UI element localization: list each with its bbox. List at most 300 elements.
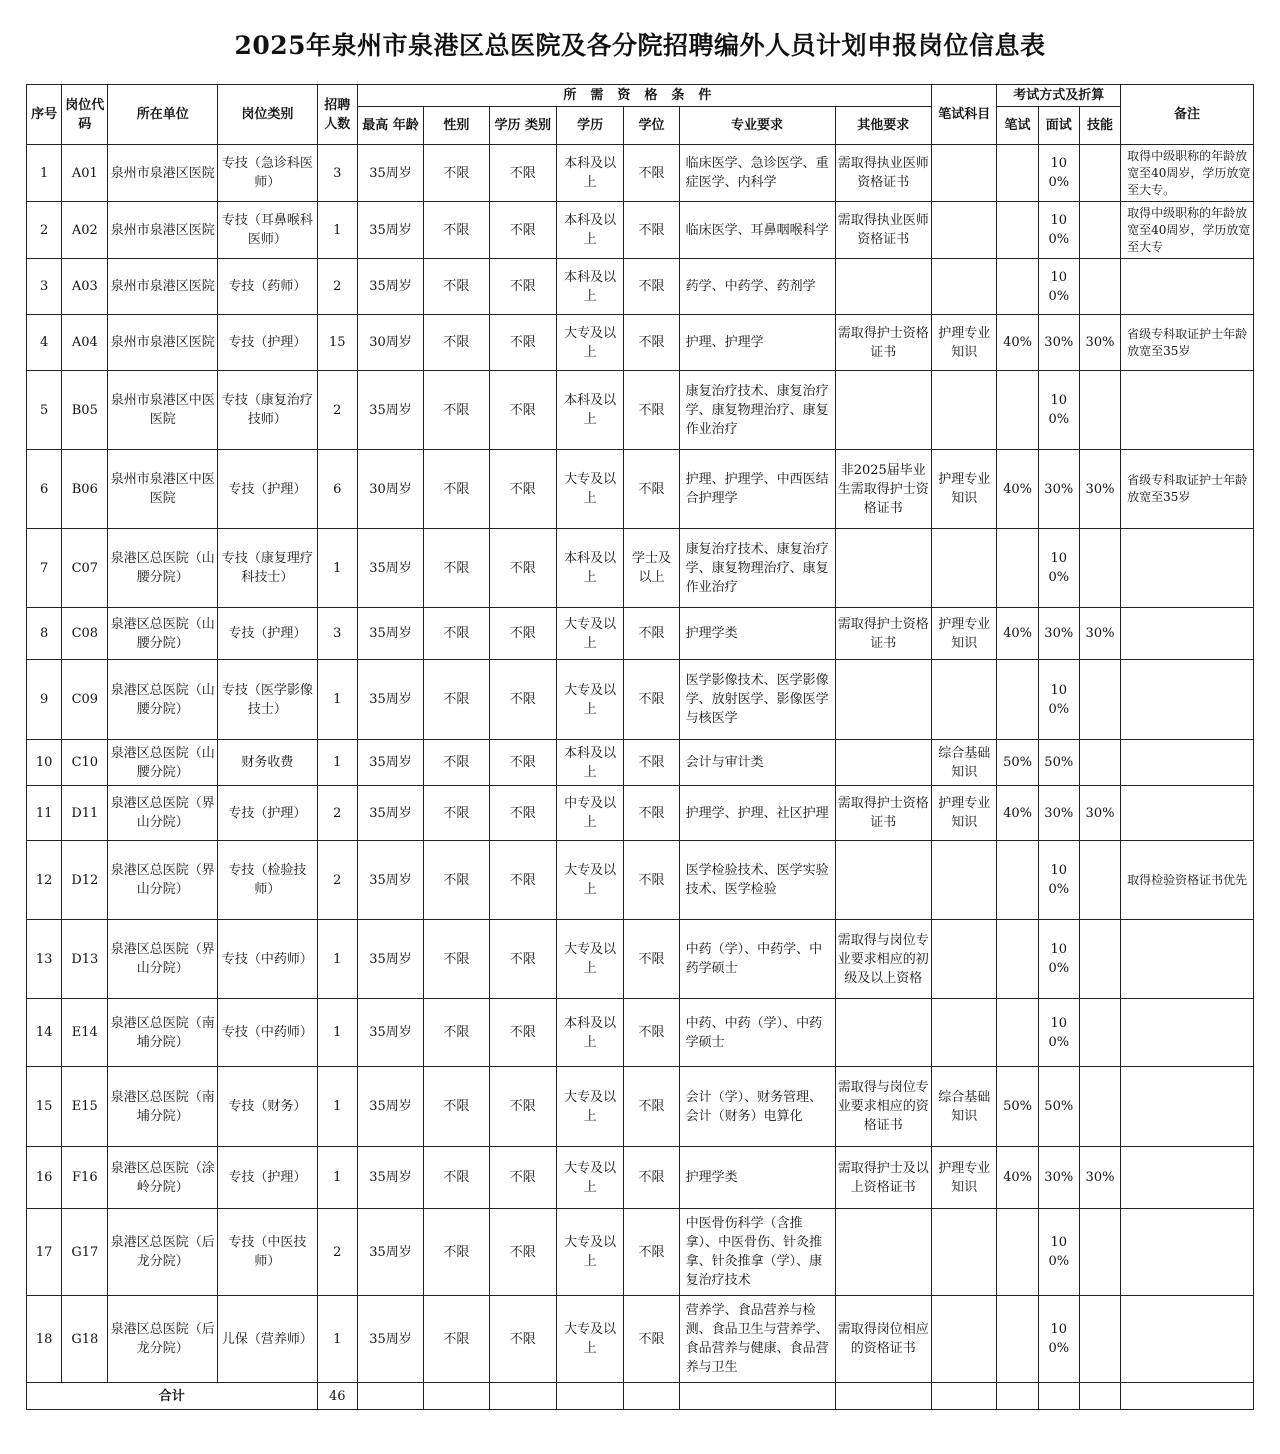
row-degree: 不限 xyxy=(624,920,679,999)
header-degree: 学位 xyxy=(624,107,679,145)
row-major: 护理学类 xyxy=(679,1147,835,1209)
table-row xyxy=(27,371,1254,450)
row-category: 专技（护理） xyxy=(218,315,318,371)
header-subject: 笔试科目 xyxy=(932,85,997,145)
row-skill-weight: 30% xyxy=(1079,1147,1120,1209)
row-other-requirement: 需取得护士资格证书 xyxy=(835,315,932,371)
row-gender: 不限 xyxy=(424,786,489,841)
table-row xyxy=(27,145,1254,202)
table-row xyxy=(27,740,1254,786)
row-major: 康复治疗技术、康复治疗学、康复物理治疗、康复作业治疗 xyxy=(679,529,835,608)
row-written-weight xyxy=(997,841,1038,920)
row-age: 35周岁 xyxy=(357,999,423,1067)
row-edu-type: 不限 xyxy=(489,259,556,315)
row-edu: 本科及以上 xyxy=(556,202,623,259)
row-seq: 18 xyxy=(27,1296,62,1383)
row-remark xyxy=(1121,529,1254,608)
row-major: 护理学类 xyxy=(679,608,835,660)
header-qualification-group: 所需资格条件 xyxy=(357,85,931,107)
row-edu-type: 不限 xyxy=(489,315,556,371)
row-seq: 9 xyxy=(27,660,62,740)
row-count: 2 xyxy=(317,371,357,450)
row-seq: 8 xyxy=(27,608,62,660)
row-exam-subject: 综合基础知识 xyxy=(932,1067,997,1147)
row-unit: 泉港区总医院（界山分院） xyxy=(108,920,218,999)
row-edu-type: 不限 xyxy=(489,608,556,660)
row-interview-weight: 100% xyxy=(1038,920,1079,999)
row-category: 专技（医学影像技士） xyxy=(218,660,318,740)
table-row xyxy=(27,450,1254,529)
row-degree: 不限 xyxy=(624,660,679,740)
row-degree: 不限 xyxy=(624,202,679,259)
row-skill-weight xyxy=(1079,145,1120,202)
row-count: 2 xyxy=(317,259,357,315)
row-count: 2 xyxy=(317,1209,357,1296)
row-seq: 5 xyxy=(27,371,62,450)
row-age: 35周岁 xyxy=(357,1067,423,1147)
row-remark xyxy=(1121,740,1254,786)
header-edu-type: 学历 类别 xyxy=(489,107,556,145)
row-edu-type: 不限 xyxy=(489,145,556,202)
row-edu-type: 不限 xyxy=(489,529,556,608)
row-age: 35周岁 xyxy=(357,371,423,450)
row-unit: 泉州市泉港区医院 xyxy=(108,145,218,202)
row-other-requirement: 需取得执业医师资格证书 xyxy=(835,202,932,259)
row-skill-weight: 30% xyxy=(1079,315,1120,371)
row-unit: 泉港区总医院（界山分院） xyxy=(108,786,218,841)
header-other: 其他要求 xyxy=(835,107,932,145)
row-edu: 本科及以上 xyxy=(556,740,623,786)
row-degree: 不限 xyxy=(624,740,679,786)
row-code: E14 xyxy=(62,999,108,1067)
row-remark: 取得检验资格证书优先 xyxy=(1121,841,1254,920)
row-written-weight: 40% xyxy=(997,608,1038,660)
row-degree: 不限 xyxy=(624,1296,679,1383)
row-gender: 不限 xyxy=(424,1147,489,1209)
row-code: G18 xyxy=(62,1296,108,1383)
row-age: 30周岁 xyxy=(357,450,423,529)
row-gender: 不限 xyxy=(424,920,489,999)
row-exam-subject xyxy=(932,145,997,202)
row-category: 专技（耳鼻喉科医师） xyxy=(218,202,318,259)
row-count: 3 xyxy=(317,608,357,660)
row-other-requirement: 需取得与岗位专业要求相应的资格证书 xyxy=(835,1067,932,1147)
header-category: 岗位类别 xyxy=(218,85,318,145)
row-other-requirement: 需取得执业医师资格证书 xyxy=(835,145,932,202)
row-edu: 大专及以上 xyxy=(556,1209,623,1296)
row-code: D11 xyxy=(62,786,108,841)
row-edu: 本科及以上 xyxy=(556,145,623,202)
row-written-weight: 40% xyxy=(997,786,1038,841)
row-skill-weight xyxy=(1079,371,1120,450)
row-age: 35周岁 xyxy=(357,920,423,999)
row-gender: 不限 xyxy=(424,259,489,315)
row-interview-weight: 30% xyxy=(1038,608,1079,660)
row-skill-weight xyxy=(1079,259,1120,315)
header-code: 岗位代码 xyxy=(62,85,108,145)
table-row xyxy=(27,999,1254,1067)
row-other-requirement: 需取得护士及以上资格证书 xyxy=(835,1147,932,1209)
row-written-weight: 40% xyxy=(997,315,1038,371)
row-written-weight: 40% xyxy=(997,450,1038,529)
row-major: 护理学、护理、社区护理 xyxy=(679,786,835,841)
row-gender: 不限 xyxy=(424,660,489,740)
row-category: 专技（药师） xyxy=(218,259,318,315)
row-code: D12 xyxy=(62,841,108,920)
row-gender: 不限 xyxy=(424,1067,489,1147)
row-code: G17 xyxy=(62,1209,108,1296)
row-seq: 7 xyxy=(27,529,62,608)
row-other-requirement: 需取得护士资格证书 xyxy=(835,608,932,660)
row-exam-subject xyxy=(932,660,997,740)
row-major: 医学检验技术、医学实验技术、医学检验 xyxy=(679,841,835,920)
row-gender: 不限 xyxy=(424,608,489,660)
row-degree: 不限 xyxy=(624,841,679,920)
row-count: 2 xyxy=(317,786,357,841)
header-major: 专业要求 xyxy=(679,107,835,145)
row-category: 专技（中医技师） xyxy=(218,1209,318,1296)
row-edu: 大专及以上 xyxy=(556,920,623,999)
row-unit: 泉州市泉港区医院 xyxy=(108,202,218,259)
row-seq: 15 xyxy=(27,1067,62,1147)
row-remark xyxy=(1121,259,1254,315)
header-seq: 序号 xyxy=(27,85,62,145)
table-row xyxy=(27,1296,1254,1383)
row-other-requirement xyxy=(835,1209,932,1296)
row-seq: 17 xyxy=(27,1209,62,1296)
row-edu-type: 不限 xyxy=(489,1147,556,1209)
row-remark xyxy=(1121,1147,1254,1209)
row-code: A03 xyxy=(62,259,108,315)
row-count: 6 xyxy=(317,450,357,529)
row-skill-weight: 30% xyxy=(1079,786,1120,841)
row-degree: 不限 xyxy=(624,145,679,202)
row-other-requirement xyxy=(835,660,932,740)
row-edu: 大专及以上 xyxy=(556,1147,623,1209)
row-remark xyxy=(1121,660,1254,740)
row-count: 1 xyxy=(317,660,357,740)
row-unit: 泉港区总医院（界山分院） xyxy=(108,841,218,920)
row-gender: 不限 xyxy=(424,740,489,786)
row-age: 35周岁 xyxy=(357,740,423,786)
row-count: 1 xyxy=(317,202,357,259)
table-row xyxy=(27,920,1254,999)
header-written: 笔试 xyxy=(997,107,1038,145)
row-seq: 4 xyxy=(27,315,62,371)
row-interview-weight: 100% xyxy=(1038,202,1079,259)
total-label: 合计 xyxy=(27,1383,318,1410)
table-row xyxy=(27,660,1254,740)
row-age: 35周岁 xyxy=(357,529,423,608)
row-degree: 不限 xyxy=(624,371,679,450)
table-row xyxy=(27,529,1254,608)
row-seq: 1 xyxy=(27,145,62,202)
row-exam-subject xyxy=(932,202,997,259)
row-category: 财务收费 xyxy=(218,740,318,786)
row-written-weight xyxy=(997,371,1038,450)
row-category: 专技（财务） xyxy=(218,1067,318,1147)
row-other-requirement: 需取得岗位相应的资格证书 xyxy=(835,1296,932,1383)
row-major: 康复治疗技术、康复治疗学、康复物理治疗、康复作业治疗 xyxy=(679,371,835,450)
row-other-requirement xyxy=(835,529,932,608)
row-degree: 不限 xyxy=(624,450,679,529)
page-title: 2025年泉州市泉港区总医院及各分院招聘编外人员计划申报岗位信息表 xyxy=(234,31,1046,60)
row-edu: 大专及以上 xyxy=(556,1067,623,1147)
row-exam-subject xyxy=(932,259,997,315)
row-skill-weight xyxy=(1079,660,1120,740)
row-edu-type: 不限 xyxy=(489,920,556,999)
row-degree: 不限 xyxy=(624,1067,679,1147)
row-exam-subject xyxy=(932,1209,997,1296)
row-degree: 不限 xyxy=(624,999,679,1067)
row-unit: 泉港区总医院（后龙分院） xyxy=(108,1296,218,1383)
row-count: 1 xyxy=(317,999,357,1067)
row-edu-type: 不限 xyxy=(489,1296,556,1383)
row-degree: 不限 xyxy=(624,259,679,315)
row-major: 中医骨伤科学（含推拿）、中医骨伤、针灸推拿、针灸推拿（学）、康复治疗技术 xyxy=(679,1209,835,1296)
row-written-weight xyxy=(997,1209,1038,1296)
row-count: 2 xyxy=(317,841,357,920)
row-category: 专技（检验技师） xyxy=(218,841,318,920)
row-edu-type: 不限 xyxy=(489,1209,556,1296)
row-remark: 省级专科取证护士年龄放宽至35岁 xyxy=(1121,450,1254,529)
row-exam-subject xyxy=(932,999,997,1067)
row-seq: 2 xyxy=(27,202,62,259)
row-skill-weight xyxy=(1079,1296,1120,1383)
row-age: 35周岁 xyxy=(357,259,423,315)
row-seq: 6 xyxy=(27,450,62,529)
row-major: 临床医学、耳鼻咽喉科学 xyxy=(679,202,835,259)
row-code: C07 xyxy=(62,529,108,608)
row-exam-subject xyxy=(932,841,997,920)
row-seq: 10 xyxy=(27,740,62,786)
row-other-requirement: 非2025届毕业生需取得护士资格证书 xyxy=(835,450,932,529)
table-row xyxy=(27,786,1254,841)
row-seq: 16 xyxy=(27,1147,62,1209)
row-interview-weight: 100% xyxy=(1038,660,1079,740)
row-seq: 11 xyxy=(27,786,62,841)
row-interview-weight: 100% xyxy=(1038,259,1079,315)
table-row xyxy=(27,315,1254,371)
row-gender: 不限 xyxy=(424,145,489,202)
row-unit: 泉港区总医院（后龙分院） xyxy=(108,1209,218,1296)
row-category: 专技（护理） xyxy=(218,786,318,841)
row-interview-weight: 100% xyxy=(1038,999,1079,1067)
row-skill-weight xyxy=(1079,740,1120,786)
row-unit: 泉州市泉港区医院 xyxy=(108,315,218,371)
row-category: 专技（急诊科医师） xyxy=(218,145,318,202)
row-edu: 本科及以上 xyxy=(556,999,623,1067)
row-edu-type: 不限 xyxy=(489,450,556,529)
row-remark xyxy=(1121,608,1254,660)
row-category: 专技（中药师） xyxy=(218,920,318,999)
row-other-requirement: 需取得与岗位专业要求相应的初级及以上资格 xyxy=(835,920,932,999)
row-unit: 泉港区总医院（山腰分院） xyxy=(108,529,218,608)
row-age: 30周岁 xyxy=(357,315,423,371)
row-category: 儿保（营养师） xyxy=(218,1296,318,1383)
table-row xyxy=(27,608,1254,660)
row-gender: 不限 xyxy=(424,529,489,608)
row-edu: 本科及以上 xyxy=(556,371,623,450)
row-written-weight xyxy=(997,999,1038,1067)
row-code: C08 xyxy=(62,608,108,660)
row-interview-weight: 30% xyxy=(1038,786,1079,841)
row-degree: 不限 xyxy=(624,1209,679,1296)
row-major: 营养学、食品营养与检测、食品卫生与营养学、食品营养与健康、食品营养与卫生 xyxy=(679,1296,835,1383)
row-edu-type: 不限 xyxy=(489,841,556,920)
row-other-requirement: 需取得护士资格证书 xyxy=(835,786,932,841)
row-gender: 不限 xyxy=(424,1296,489,1383)
row-edu-type: 不限 xyxy=(489,660,556,740)
row-written-weight xyxy=(997,259,1038,315)
row-age: 35周岁 xyxy=(357,1296,423,1383)
row-degree: 学士及以上 xyxy=(624,529,679,608)
row-interview-weight: 50% xyxy=(1038,740,1079,786)
row-interview-weight: 100% xyxy=(1038,1209,1079,1296)
row-exam-subject: 护理专业知识 xyxy=(932,608,997,660)
row-edu: 大专及以上 xyxy=(556,450,623,529)
row-remark xyxy=(1121,371,1254,450)
row-interview-weight: 50% xyxy=(1038,1067,1079,1147)
row-edu-type: 不限 xyxy=(489,786,556,841)
row-gender: 不限 xyxy=(424,1209,489,1296)
total-count: 46 xyxy=(317,1383,357,1410)
row-age: 35周岁 xyxy=(357,608,423,660)
row-skill-weight xyxy=(1079,841,1120,920)
row-skill-weight xyxy=(1079,529,1120,608)
header-unit: 所在单位 xyxy=(108,85,218,145)
row-code: D13 xyxy=(62,920,108,999)
row-code: B06 xyxy=(62,450,108,529)
row-major: 中药、中药（学）、中药学硕士 xyxy=(679,999,835,1067)
table-row xyxy=(27,1147,1254,1209)
row-exam-subject: 护理专业知识 xyxy=(932,1147,997,1209)
row-seq: 12 xyxy=(27,841,62,920)
row-edu-type: 不限 xyxy=(489,1067,556,1147)
row-count: 1 xyxy=(317,740,357,786)
row-category: 专技（护理） xyxy=(218,1147,318,1209)
row-unit: 泉港区总医院（南埔分院） xyxy=(108,1067,218,1147)
row-interview-weight: 100% xyxy=(1038,529,1079,608)
row-interview-weight: 30% xyxy=(1038,1147,1079,1209)
row-exam-subject: 护理专业知识 xyxy=(932,450,997,529)
row-code: F16 xyxy=(62,1147,108,1209)
row-skill-weight xyxy=(1079,202,1120,259)
row-code: E15 xyxy=(62,1067,108,1147)
row-remark xyxy=(1121,1209,1254,1296)
row-remark xyxy=(1121,1067,1254,1147)
row-age: 35周岁 xyxy=(357,1147,423,1209)
row-code: A04 xyxy=(62,315,108,371)
row-edu-type: 不限 xyxy=(489,740,556,786)
row-exam-subject: 护理专业知识 xyxy=(932,315,997,371)
row-gender: 不限 xyxy=(424,202,489,259)
row-other-requirement xyxy=(835,259,932,315)
row-count: 1 xyxy=(317,529,357,608)
row-written-weight: 50% xyxy=(997,1067,1038,1147)
row-count: 1 xyxy=(317,1067,357,1147)
row-unit: 泉港区总医院（山腰分院） xyxy=(108,740,218,786)
row-written-weight xyxy=(997,145,1038,202)
row-skill-weight: 30% xyxy=(1079,450,1120,529)
row-major: 会计（学）、财务管理、会计（财务）电算化 xyxy=(679,1067,835,1147)
header-skill: 技能 xyxy=(1079,107,1120,145)
row-skill-weight xyxy=(1079,1209,1120,1296)
row-remark: 取得中级职称的年龄放宽至40周岁，学历放宽至大专。 xyxy=(1121,145,1254,202)
row-written-weight xyxy=(997,202,1038,259)
row-unit: 泉州市泉港区中医医院 xyxy=(108,450,218,529)
row-skill-weight xyxy=(1079,920,1120,999)
row-other-requirement xyxy=(835,740,932,786)
row-skill-weight xyxy=(1079,999,1120,1067)
position-table xyxy=(26,84,1254,1410)
row-exam-subject: 护理专业知识 xyxy=(932,786,997,841)
row-edu: 本科及以上 xyxy=(556,259,623,315)
row-other-requirement xyxy=(835,371,932,450)
row-code: C10 xyxy=(62,740,108,786)
row-interview-weight: 100% xyxy=(1038,1296,1079,1383)
row-edu-type: 不限 xyxy=(489,999,556,1067)
row-code: A01 xyxy=(62,145,108,202)
header-interview: 面试 xyxy=(1038,107,1079,145)
row-unit: 泉港区总医院（南埔分院） xyxy=(108,999,218,1067)
row-category: 专技（中药师） xyxy=(218,999,318,1067)
row-edu: 中专及以上 xyxy=(556,786,623,841)
row-major: 会计与审计类 xyxy=(679,740,835,786)
row-unit: 泉州市泉港区中医医院 xyxy=(108,371,218,450)
row-skill-weight: 30% xyxy=(1079,608,1120,660)
row-exam-subject xyxy=(932,1296,997,1383)
row-major: 护理、护理学、中西医结合护理学 xyxy=(679,450,835,529)
row-major: 护理、护理学 xyxy=(679,315,835,371)
row-age: 35周岁 xyxy=(357,841,423,920)
row-edu: 大专及以上 xyxy=(556,1296,623,1383)
header-gender: 性别 xyxy=(424,107,489,145)
row-edu: 大专及以上 xyxy=(556,660,623,740)
row-age: 35周岁 xyxy=(357,202,423,259)
row-written-weight: 40% xyxy=(997,1147,1038,1209)
row-exam-subject xyxy=(932,371,997,450)
header-age: 最高 年龄 xyxy=(357,107,423,145)
row-gender: 不限 xyxy=(424,315,489,371)
row-major: 中药（学）、中药学、中药学硕士 xyxy=(679,920,835,999)
row-category: 专技（康复治疗技师） xyxy=(218,371,318,450)
row-category: 专技（护理） xyxy=(218,450,318,529)
row-degree: 不限 xyxy=(624,608,679,660)
row-other-requirement xyxy=(835,999,932,1067)
row-age: 35周岁 xyxy=(357,660,423,740)
row-written-weight xyxy=(997,1296,1038,1383)
table-row xyxy=(27,259,1254,315)
row-remark xyxy=(1121,999,1254,1067)
row-edu-type: 不限 xyxy=(489,371,556,450)
row-seq: 13 xyxy=(27,920,62,999)
row-major: 医学影像技术、医学影像学、放射医学、影像医学与核医学 xyxy=(679,660,835,740)
row-code: B05 xyxy=(62,371,108,450)
row-written-weight: 50% xyxy=(997,740,1038,786)
row-remark xyxy=(1121,920,1254,999)
header-edu: 学历 xyxy=(556,107,623,145)
row-age: 35周岁 xyxy=(357,786,423,841)
row-exam-subject xyxy=(932,529,997,608)
row-count: 15 xyxy=(317,315,357,371)
table-row xyxy=(27,841,1254,920)
row-interview-weight: 100% xyxy=(1038,841,1079,920)
row-unit: 泉州市泉港区医院 xyxy=(108,259,218,315)
row-written-weight xyxy=(997,920,1038,999)
row-seq: 14 xyxy=(27,999,62,1067)
row-category: 专技（护理） xyxy=(218,608,318,660)
